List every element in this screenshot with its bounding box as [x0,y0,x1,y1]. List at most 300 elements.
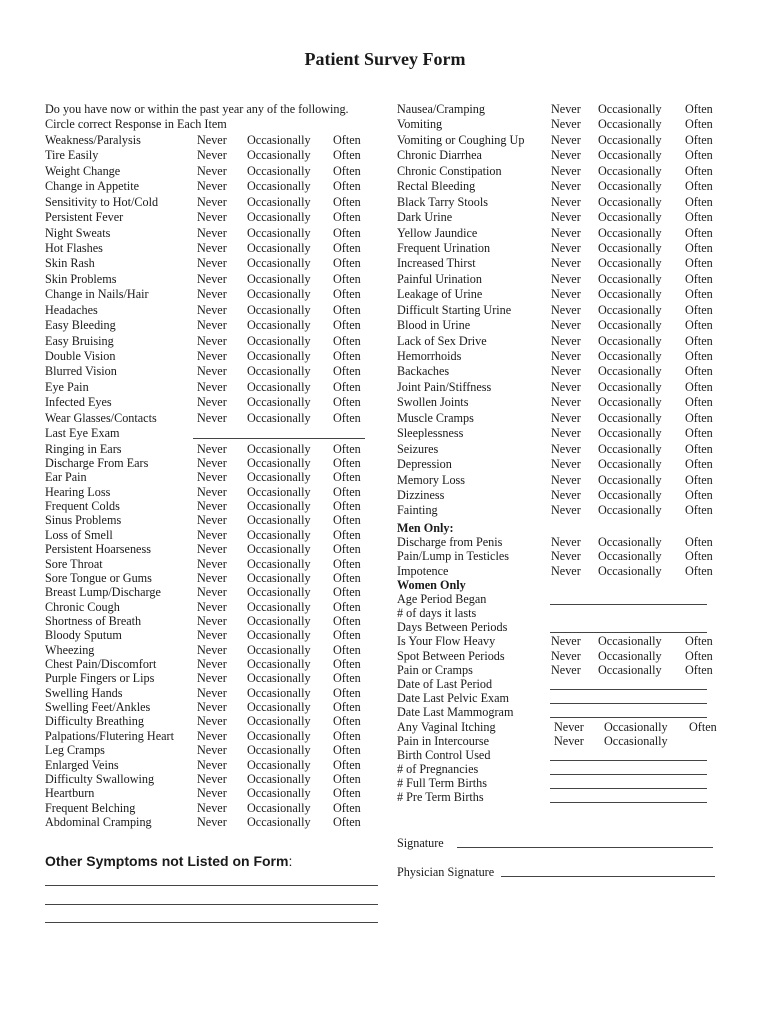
option-occasionally[interactable]: Occasionally [247,685,311,700]
option-often[interactable]: Often [333,786,361,801]
option-never[interactable]: Never [197,585,227,600]
option-occasionally[interactable]: Occasionally [247,657,311,672]
other-symptoms-line-1[interactable] [45,885,378,886]
option-occasionally[interactable]: Occasionally [598,441,662,456]
survey-question-row [397,318,737,333]
option-occasionally[interactable]: Occasionally [247,786,311,801]
option-occasionally[interactable]: Occasionally [598,349,662,363]
option-occasionally[interactable]: Occasionally [247,179,311,194]
physician-signature-field[interactable] [501,876,715,877]
option-occasionally[interactable]: Occasionally [598,271,662,286]
option-often[interactable]: Often [685,302,713,317]
option-often[interactable]: Often [333,225,361,240]
option-never[interactable]: Never [197,570,227,585]
option-often[interactable]: Often [685,240,713,255]
option-often[interactable]: Often [333,757,361,772]
option-never[interactable]: Never [551,225,581,240]
option-often[interactable]: Often [333,527,361,542]
option-occasionally[interactable]: Occasionally [598,563,662,578]
question-label: Increased Thirst [397,256,476,271]
option-often[interactable]: Often [333,728,361,743]
option-occasionally[interactable]: Occasionally [247,743,311,758]
option-never[interactable]: Never [197,395,227,410]
option-often[interactable]: Often [685,662,713,677]
intro-line-2 [45,117,380,132]
question-label: Spot Between Periods [397,648,505,663]
signature-row [397,836,444,851]
option-never[interactable]: Never [551,117,581,132]
option-often[interactable]: Often [333,132,361,147]
option-occasionally[interactable]: Occasionally [247,527,311,542]
option-never[interactable]: Never [197,700,227,715]
option-often[interactable]: Often [333,599,361,614]
option-never[interactable]: Never [551,441,581,456]
option-never[interactable]: Never [197,441,227,456]
option-never[interactable]: Never [197,771,227,786]
option-occasionally[interactable]: Occasionally [247,333,311,348]
question-label: Weight Change [45,163,121,178]
option-never[interactable]: Never [197,613,227,628]
option-occasionally[interactable]: Occasionally [247,585,311,600]
option-never[interactable]: Never [197,410,227,425]
survey-question-row [397,303,737,318]
survey-question-row [45,758,380,772]
option-occasionally[interactable]: Occasionally [598,487,662,502]
option-never[interactable]: Never [197,256,227,271]
option-occasionally[interactable]: Occasionally [247,556,311,571]
survey-question-row [397,148,737,163]
option-never[interactable]: Never [551,102,581,116]
option-often[interactable]: Often [685,132,713,147]
option-never[interactable]: Never [197,194,227,209]
option-never[interactable]: Never [551,163,581,178]
option-occasionally[interactable]: Occasionally [247,225,311,240]
option-occasionally[interactable]: Occasionally [598,364,662,379]
option-often[interactable]: Often [685,457,713,472]
option-occasionally[interactable]: Occasionally [598,379,662,394]
option-often[interactable]: Often [685,148,713,163]
option-often[interactable]: Often [333,671,361,686]
option-never[interactable]: Never [197,671,227,686]
question-label: Weakness/Paralysis [45,132,141,147]
option-occasionally[interactable]: Occasionally [247,455,311,470]
option-occasionally[interactable]: Occasionally [247,714,311,729]
option-often[interactable]: Often [685,163,713,178]
option-occasionally[interactable]: Occasionally [247,599,311,614]
option-never[interactable]: Never [551,503,581,518]
option-often[interactable]: Often [333,441,361,456]
option-often[interactable]: Often [685,102,713,116]
option-never[interactable]: Never [197,786,227,801]
option-occasionally[interactable]: Occasionally [598,549,662,564]
option-often[interactable]: Often [685,487,713,502]
option-occasionally[interactable]: Occasionally [598,210,662,225]
answer-blank-field[interactable] [550,620,707,633]
option-often[interactable]: Often [333,333,361,348]
option-occasionally[interactable]: Occasionally [247,814,311,829]
option-occasionally[interactable]: Occasionally [247,132,311,147]
survey-question-row [397,287,737,302]
option-often[interactable]: Often [333,318,361,333]
survey-question-row [45,470,380,484]
option-occasionally[interactable]: Occasionally [247,194,311,209]
option-often[interactable]: Often [333,657,361,672]
survey-question-row [45,334,380,349]
option-never[interactable]: Never [197,556,227,571]
option-never[interactable]: Never [551,379,581,394]
option-never[interactable]: Never [197,470,227,485]
option-often[interactable]: Often [685,349,713,363]
option-often[interactable]: Often [333,349,361,363]
question-label: Lack of Sex Drive [397,333,487,348]
option-never[interactable]: Never [197,287,227,302]
option-never[interactable]: Never [197,499,227,514]
option-occasionally[interactable]: Occasionally [247,410,311,425]
option-never[interactable]: Never [551,410,581,425]
option-often[interactable]: Often [685,179,713,194]
option-never[interactable]: Never [551,472,581,487]
option-occasionally[interactable]: Occasionally [247,271,311,286]
option-often[interactable]: Often [685,379,713,394]
question-label: Bloody Sputum [45,628,122,643]
survey-question-row [397,663,737,677]
option-occasionally[interactable]: Occasionally [598,287,662,302]
option-never[interactable]: Never [551,179,581,194]
option-occasionally[interactable]: Occasionally [598,240,662,255]
option-often[interactable]: Often [685,535,713,550]
survey-question-row [45,148,380,163]
option-occasionally[interactable]: Occasionally [598,318,662,333]
last-eye-exam-field[interactable] [193,426,365,439]
option-often[interactable]: Often [685,426,713,441]
question-label: Backaches [397,364,450,379]
option-often[interactable]: Often [333,210,361,225]
answer-blank-field[interactable] [550,691,707,704]
option-often[interactable]: Often [333,743,361,758]
answer-blank-field[interactable] [550,677,707,690]
option-never[interactable]: Never [197,455,227,470]
option-never[interactable]: Never [197,132,227,147]
option-often[interactable]: Often [333,364,361,379]
option-often[interactable]: Often [685,549,713,564]
option-often[interactable]: Often [685,472,713,487]
option-never[interactable]: Never [551,426,581,441]
option-never[interactable]: Never [197,163,227,178]
option-never[interactable]: Never [551,634,581,649]
option-never[interactable]: Never [197,379,227,394]
option-often[interactable]: Often [685,256,713,271]
option-often[interactable]: Often [685,364,713,379]
option-often[interactable]: Often [333,628,361,643]
option-often[interactable]: Often [685,503,713,518]
option-occasionally[interactable]: Occasionally [247,728,311,743]
option-occasionally[interactable]: Occasionally [247,771,311,786]
option-often[interactable]: Often [333,379,361,394]
option-occasionally[interactable]: Occasionally [598,302,662,317]
option-occasionally[interactable]: Occasionally [247,364,311,379]
option-never[interactable]: Never [197,642,227,657]
option-never[interactable]: Never [197,271,227,286]
option-occasionally[interactable]: Occasionally [598,256,662,271]
option-occasionally[interactable]: Occasionally [247,757,311,772]
option-never[interactable]: Never [197,148,227,163]
option-often[interactable]: Often [333,714,361,729]
option-often[interactable]: Often [333,240,361,255]
option-often[interactable]: Often [333,256,361,271]
option-often[interactable]: Often [685,395,713,410]
option-never[interactable]: Never [197,225,227,240]
option-occasionally[interactable]: Occasionally [598,117,662,132]
survey-question-row [45,395,380,410]
option-occasionally[interactable]: Occasionally [598,457,662,472]
answer-blank-field[interactable] [550,776,707,789]
option-occasionally[interactable]: Occasionally [247,379,311,394]
option-never[interactable]: Never [551,240,581,255]
option-often[interactable]: Often [685,563,713,578]
option-occasionally[interactable]: Occasionally [247,302,311,317]
option-often[interactable]: Often [333,700,361,715]
option-often[interactable]: Often [333,499,361,514]
survey-question-row [397,677,737,691]
option-never[interactable]: Never [554,733,584,748]
option-often[interactable]: Often [333,179,361,194]
survey-question-row [397,395,737,410]
option-occasionally[interactable]: Occasionally [247,513,311,528]
option-occasionally[interactable]: Occasionally [598,535,662,550]
option-often[interactable]: Often [685,634,713,649]
survey-question-row [45,485,380,499]
option-often[interactable]: Often [333,513,361,528]
option-occasionally[interactable]: Occasionally [247,148,311,163]
survey-question-row [397,117,737,132]
option-never[interactable]: Never [197,800,227,815]
option-never[interactable]: Never [197,728,227,743]
option-often[interactable]: Often [685,194,713,209]
option-often[interactable]: Often [685,441,713,456]
option-often[interactable]: Often [333,271,361,286]
option-often[interactable]: Often [333,455,361,470]
option-often[interactable]: Often [333,542,361,557]
option-never[interactable]: Never [197,527,227,542]
answer-blank-field[interactable] [550,592,707,605]
option-occasionally[interactable]: Occasionally [247,499,311,514]
option-never[interactable]: Never [197,513,227,528]
option-never[interactable]: Never [551,395,581,410]
answer-blank-field[interactable] [550,790,707,803]
option-occasionally[interactable]: Occasionally [598,662,662,677]
option-occasionally[interactable]: Occasionally [598,648,662,663]
survey-question-row [45,614,380,628]
survey-question-row [397,442,737,457]
option-often[interactable]: Often [333,771,361,786]
option-occasionally[interactable]: Occasionally [598,225,662,240]
question-label: Night Sweats [45,225,111,240]
survey-question-row [397,457,737,472]
option-never[interactable]: Never [197,757,227,772]
option-never[interactable]: Never [197,542,227,557]
option-never[interactable]: Never [551,662,581,677]
option-never[interactable]: Never [551,648,581,663]
option-occasionally[interactable]: Occasionally [598,148,662,163]
question-label: # Pre Term Births [397,790,484,805]
option-never[interactable]: Never [551,535,581,550]
option-often[interactable]: Often [333,585,361,600]
option-occasionally[interactable]: Occasionally [598,634,662,649]
option-often[interactable]: Often [333,410,361,425]
option-never[interactable]: Never [197,179,227,194]
option-often[interactable]: Often [685,318,713,333]
survey-question-row [45,442,380,456]
question-label: Change in Appetite [45,179,140,194]
option-occasionally[interactable]: Occasionally [598,132,662,147]
option-never[interactable]: Never [197,714,227,729]
option-occasionally[interactable]: Occasionally [247,470,311,485]
option-occasionally[interactable]: Occasionally [598,395,662,410]
other-symptoms-line-3[interactable] [45,922,378,923]
option-never[interactable]: Never [197,484,227,499]
option-often[interactable]: Often [685,117,713,132]
option-never[interactable]: Never [197,210,227,225]
option-never[interactable]: Never [197,349,227,363]
option-often[interactable]: Often [685,287,713,302]
option-occasionally[interactable]: Occasionally [247,210,311,225]
option-often[interactable]: Often [333,800,361,815]
option-occasionally[interactable]: Occasionally [604,719,668,734]
question-label: Difficult Starting Urine [397,302,512,317]
option-often[interactable]: Often [333,613,361,628]
option-never[interactable]: Never [197,333,227,348]
survey-question-row [45,786,380,800]
women-only-heading-row [397,578,737,592]
option-often[interactable]: Often [689,719,717,734]
option-occasionally[interactable]: Occasionally [247,163,311,178]
option-occasionally[interactable]: Occasionally [598,333,662,348]
option-occasionally[interactable]: Occasionally [247,570,311,585]
signature-field[interactable] [457,847,713,848]
option-occasionally[interactable]: Occasionally [247,642,311,657]
answer-blank-field[interactable] [550,748,707,761]
option-never[interactable]: Never [551,487,581,502]
option-occasionally[interactable]: Occasionally [598,410,662,425]
option-occasionally[interactable]: Occasionally [598,163,662,178]
option-occasionally[interactable]: Occasionally [604,733,668,748]
option-occasionally[interactable]: Occasionally [247,318,311,333]
option-never[interactable]: Never [197,240,227,255]
answer-blank-field[interactable] [550,705,707,718]
option-never[interactable]: Never [197,685,227,700]
option-occasionally[interactable]: Occasionally [598,179,662,194]
option-never[interactable]: Never [551,318,581,333]
option-occasionally[interactable]: Occasionally [598,194,662,209]
survey-question-row [397,334,737,349]
option-occasionally[interactable]: Occasionally [598,426,662,441]
option-occasionally[interactable]: Occasionally [247,671,311,686]
option-often[interactable]: Often [685,410,713,425]
option-occasionally[interactable]: Occasionally [247,395,311,410]
option-occasionally[interactable]: Occasionally [247,287,311,302]
option-never[interactable]: Never [551,349,581,363]
option-occasionally[interactable]: Occasionally [247,628,311,643]
answer-blank-field[interactable] [550,762,707,775]
option-never[interactable]: Never [551,194,581,209]
option-often[interactable]: Often [333,685,361,700]
survey-question-row [397,411,737,426]
other-symptoms-line-2[interactable] [45,904,378,905]
question-label: Is Your Flow Heavy [397,634,496,649]
option-occasionally[interactable]: Occasionally [598,472,662,487]
question-label: Vomiting [397,117,443,132]
option-never[interactable]: Never [551,256,581,271]
option-often[interactable]: Often [333,194,361,209]
option-often[interactable]: Often [685,648,713,663]
option-often[interactable]: Often [685,333,713,348]
option-occasionally[interactable]: Occasionally [247,613,311,628]
option-never[interactable]: Never [197,318,227,333]
option-often[interactable]: Often [333,163,361,178]
option-occasionally[interactable]: Occasionally [247,542,311,557]
option-never[interactable]: Never [197,743,227,758]
question-label: Impotence [397,563,449,578]
question-label: Eye Pain [45,379,89,394]
question-label: Breast Lump/Discharge [45,585,161,600]
option-often[interactable]: Often [333,287,361,302]
option-often[interactable]: Often [333,556,361,571]
option-often[interactable]: Often [333,570,361,585]
option-never[interactable]: Never [551,132,581,147]
option-often[interactable]: Often [685,271,713,286]
option-never[interactable]: Never [197,364,227,379]
option-often[interactable]: Often [685,225,713,240]
option-never[interactable]: Never [551,302,581,317]
option-occasionally[interactable]: Occasionally [247,800,311,815]
option-never[interactable]: Never [197,657,227,672]
option-never[interactable]: Never [551,364,581,379]
option-often[interactable]: Often [333,395,361,410]
option-never[interactable]: Never [551,210,581,225]
option-often[interactable]: Often [333,302,361,317]
option-occasionally[interactable]: Occasionally [598,102,662,116]
question-label: Dizziness [397,487,445,502]
option-occasionally[interactable]: Occasionally [247,700,311,715]
option-often[interactable]: Often [333,642,361,657]
option-never[interactable]: Never [197,814,227,829]
option-often[interactable]: Often [333,814,361,829]
option-often[interactable]: Often [333,484,361,499]
option-never[interactable]: Never [551,549,581,564]
option-occasionally[interactable]: Occasionally [247,349,311,363]
option-occasionally[interactable]: Occasionally [247,240,311,255]
option-occasionally[interactable]: Occasionally [247,441,311,456]
survey-question-row [45,815,380,829]
option-occasionally[interactable]: Occasionally [598,503,662,518]
option-often[interactable]: Often [333,470,361,485]
option-occasionally[interactable]: Occasionally [247,256,311,271]
option-never[interactable]: Never [197,599,227,614]
survey-question-row [45,499,380,513]
option-never[interactable]: Never [551,457,581,472]
option-never[interactable]: Never [197,302,227,317]
option-often[interactable]: Often [333,148,361,163]
option-never[interactable]: Never [551,287,581,302]
option-never[interactable]: Never [551,563,581,578]
option-never[interactable]: Never [551,333,581,348]
option-never[interactable]: Never [551,148,581,163]
option-never[interactable]: Never [554,719,584,734]
option-never[interactable]: Never [551,271,581,286]
option-never[interactable]: Never [197,628,227,643]
option-occasionally[interactable]: Occasionally [247,484,311,499]
option-often[interactable]: Often [685,210,713,225]
